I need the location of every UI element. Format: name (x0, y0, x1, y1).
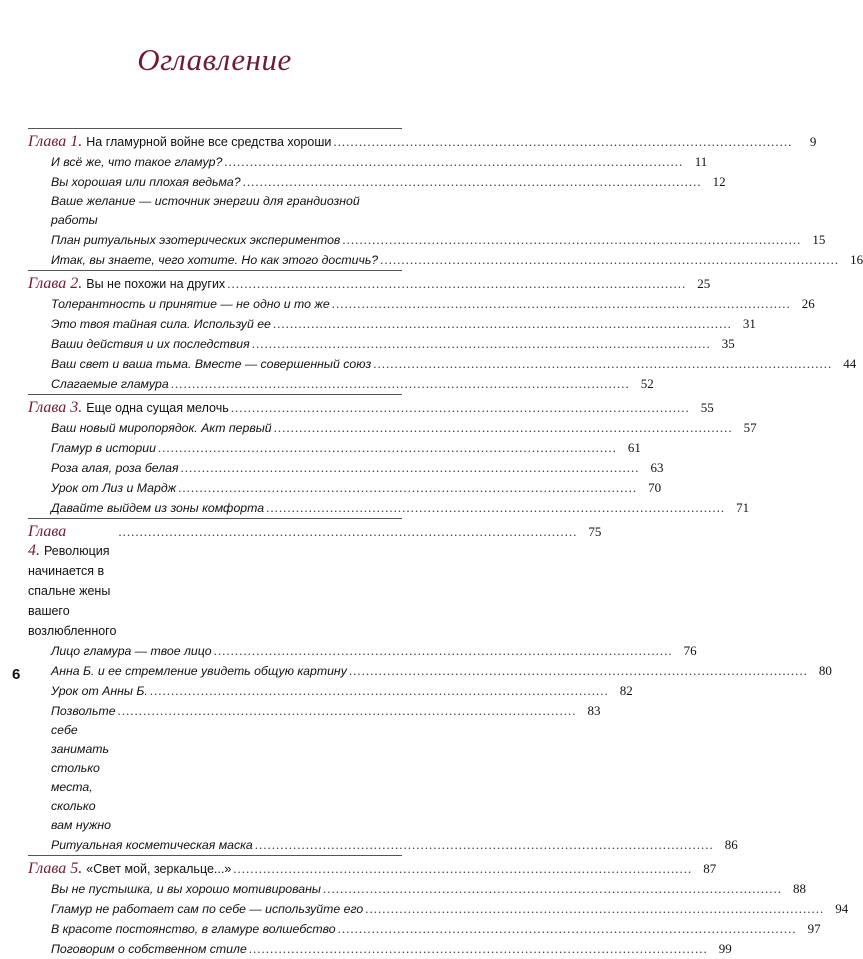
section-entry[interactable] (28, 438, 641, 458)
section-page: 82 (619, 683, 633, 698)
section-page: 94 (835, 901, 849, 916)
dot-leader (264, 498, 727, 517)
dot-leader (250, 334, 713, 353)
section-page: 11 (694, 154, 708, 169)
dot-leader (363, 899, 826, 918)
section-title: Вы хорошая или плохая ведьма? (51, 175, 241, 189)
chapter-block (28, 855, 849, 959)
section-entry[interactable] (28, 418, 757, 438)
section-entry[interactable] (28, 661, 832, 681)
dot-leader (231, 859, 694, 878)
section-page: 16 (850, 252, 863, 267)
section-page: 61 (627, 440, 641, 455)
dot-leader (222, 152, 685, 171)
section-title: Это твоя тайная сила. Используй ее (51, 317, 271, 331)
section-entry[interactable] (28, 701, 601, 835)
section-entry[interactable] (28, 681, 633, 701)
chapter-label-text: Глава (28, 133, 67, 150)
chapter-title: «Свет мой, зеркальце...» (86, 862, 232, 876)
section-title: Слагаемые гламура (51, 377, 169, 391)
section-entry[interactable] (28, 879, 806, 899)
chapter-title: Вы не похожи на других (86, 277, 226, 291)
section-entry[interactable] (28, 230, 826, 250)
chapter-divider (28, 128, 402, 129)
section-title: Урок от Анны Б. (51, 684, 148, 698)
chapter-entry[interactable] (28, 274, 711, 294)
section-entry[interactable] (28, 250, 863, 270)
dot-leader (247, 939, 710, 958)
section-entry[interactable] (28, 334, 735, 354)
chapter-title: На гламурной войне все средства хороши (86, 135, 332, 149)
dot-leader (156, 438, 619, 457)
dot-leader (241, 172, 704, 191)
chapter-heading (28, 522, 116, 641)
chapter-title: Революция начинается в спальне жены вашего возлюбленного (28, 544, 117, 638)
section-entry[interactable] (28, 192, 402, 230)
section-title: Давайте выйдем из зоны комфорта (51, 501, 265, 515)
section-entry[interactable] (28, 314, 756, 334)
dot-leader (225, 274, 688, 293)
section-entry[interactable] (28, 478, 662, 498)
chapter-block (28, 394, 757, 518)
dot-leader (179, 458, 642, 477)
section-entry[interactable] (28, 172, 726, 192)
dot-leader (229, 398, 692, 417)
section-page: 76 (683, 643, 697, 658)
dot-leader (116, 701, 579, 720)
chapter-block (28, 518, 832, 855)
chapter-entry[interactable] (28, 398, 714, 418)
section-entry[interactable] (28, 835, 738, 855)
dot-leader (271, 314, 734, 333)
chapter-label (28, 133, 82, 150)
dot-leader (212, 641, 675, 660)
chapter-entry[interactable] (28, 522, 602, 641)
section-title: Лицо гламура — твое лицо (51, 644, 212, 658)
chapter-number: 1. (70, 133, 83, 150)
chapter-divider (28, 855, 402, 856)
section-title: Ваш новый миропорядок. Акт первый (51, 421, 272, 435)
chapter-page: 55 (700, 400, 714, 415)
section-page: 99 (718, 941, 732, 956)
section-title: Ваше желание — источник энергии для грандиозной работы (51, 194, 360, 227)
section-entry[interactable] (28, 458, 664, 478)
section-page: 15 (812, 232, 826, 247)
chapter-label-text: Глава (28, 860, 67, 877)
chapter-label-text: Глава (28, 523, 67, 540)
section-title: Гламур не работает сам по себе — используйте его (51, 902, 364, 916)
dot-leader (169, 374, 632, 393)
section-title: Ритуальная косметическая маска (51, 838, 253, 852)
section-entry[interactable] (28, 152, 708, 172)
section-entry[interactable] (28, 899, 849, 919)
section-entry[interactable] (28, 641, 697, 661)
section-title: Толерантность и принятие — не одно и то же (51, 297, 330, 311)
section-page: 31 (742, 316, 756, 331)
section-page: 35 (721, 336, 735, 351)
section-title: В красоте постоянство, в гламуре волшебство (51, 922, 336, 936)
dot-leader (331, 132, 794, 151)
chapter-divider (28, 394, 402, 395)
section-page: 52 (640, 376, 654, 391)
dot-leader (253, 835, 716, 854)
chapter-heading (28, 859, 231, 879)
chapter-block (28, 270, 857, 394)
dot-leader (148, 681, 611, 700)
chapter-number: 3. (70, 399, 83, 416)
chapter-page: 75 (588, 524, 602, 539)
section-page: 80 (818, 663, 832, 678)
chapter-page: 9 (809, 134, 817, 149)
chapter-number: 4. (28, 542, 40, 559)
chapter-label-text: Глава (28, 399, 67, 416)
chapter-divider (28, 518, 402, 519)
dot-leader (378, 250, 841, 269)
chapter-block (28, 128, 863, 270)
chapter-heading (28, 398, 229, 418)
dot-leader (272, 418, 735, 437)
section-title: Анна Б. и ее стремление увидеть общую картину (51, 664, 347, 678)
section-entry[interactable] (28, 294, 815, 314)
section-title: Урок от Лиз и Мардж (51, 481, 177, 495)
section-entry[interactable] (28, 374, 654, 394)
section-title: И всё же, что такое гламур? (51, 155, 223, 169)
section-title: Гламур в истории (51, 441, 156, 455)
section-title: Позвольте себе занимать столько места, сколько вам нужно (51, 704, 116, 832)
chapter-number: 5. (70, 860, 83, 877)
dot-leader (371, 354, 834, 373)
section-title: Роза алая, роза белая (51, 461, 179, 475)
section-title: Вы не пустышка, и вы хорошо мотивированы (51, 882, 321, 896)
dot-leader (330, 294, 793, 313)
dot-leader (116, 522, 579, 541)
section-page: 44 (843, 356, 857, 371)
chapter-entry[interactable] (28, 859, 717, 879)
section-entry[interactable] (28, 939, 732, 959)
section-entry[interactable] (28, 354, 857, 374)
chapter-divider (28, 270, 402, 271)
chapter-label (28, 399, 82, 416)
chapter-page: 87 (703, 861, 717, 876)
chapter-heading (28, 132, 331, 152)
section-title: Ваши действия и их последствия (51, 337, 250, 351)
section-page: 86 (724, 837, 738, 852)
chapter-label-text: Глава (28, 275, 67, 292)
table-of-contents (28, 128, 863, 959)
dot-leader (321, 879, 784, 898)
chapter-label (28, 860, 82, 877)
dot-leader (340, 230, 803, 249)
chapter-title: Еще одна сущая мелочь (86, 401, 229, 415)
section-entry[interactable] (28, 498, 750, 518)
chapter-number: 2. (70, 275, 83, 292)
section-page: 70 (648, 480, 662, 495)
section-title: План ритуальных эзотерических экспериментов (51, 233, 341, 247)
section-entry[interactable] (28, 919, 821, 939)
section-page: 63 (650, 460, 664, 475)
section-page: 57 (743, 420, 757, 435)
dot-leader (176, 478, 639, 497)
section-page: 26 (801, 296, 815, 311)
chapter-heading (28, 274, 225, 294)
section-page: 83 (587, 703, 601, 718)
section-page: 12 (712, 174, 726, 189)
section-title: Поговорим о собственном стиле (51, 942, 247, 956)
section-page: 97 (807, 921, 821, 936)
chapter-label (28, 275, 82, 292)
chapter-entry[interactable] (28, 132, 817, 152)
page-title: Оглавление (137, 42, 292, 77)
section-page: 88 (792, 881, 806, 896)
section-title: Итак, вы знаете, чего хотите. Но как этого достичь? (51, 253, 379, 267)
section-title: Ваш свет и ваша тьма. Вместе — совершенный союз (51, 357, 372, 371)
chapter-page: 25 (697, 276, 711, 291)
dot-leader (347, 661, 810, 680)
section-page: 71 (736, 500, 750, 515)
dot-leader (336, 919, 799, 938)
page-number: 6 (12, 666, 21, 683)
